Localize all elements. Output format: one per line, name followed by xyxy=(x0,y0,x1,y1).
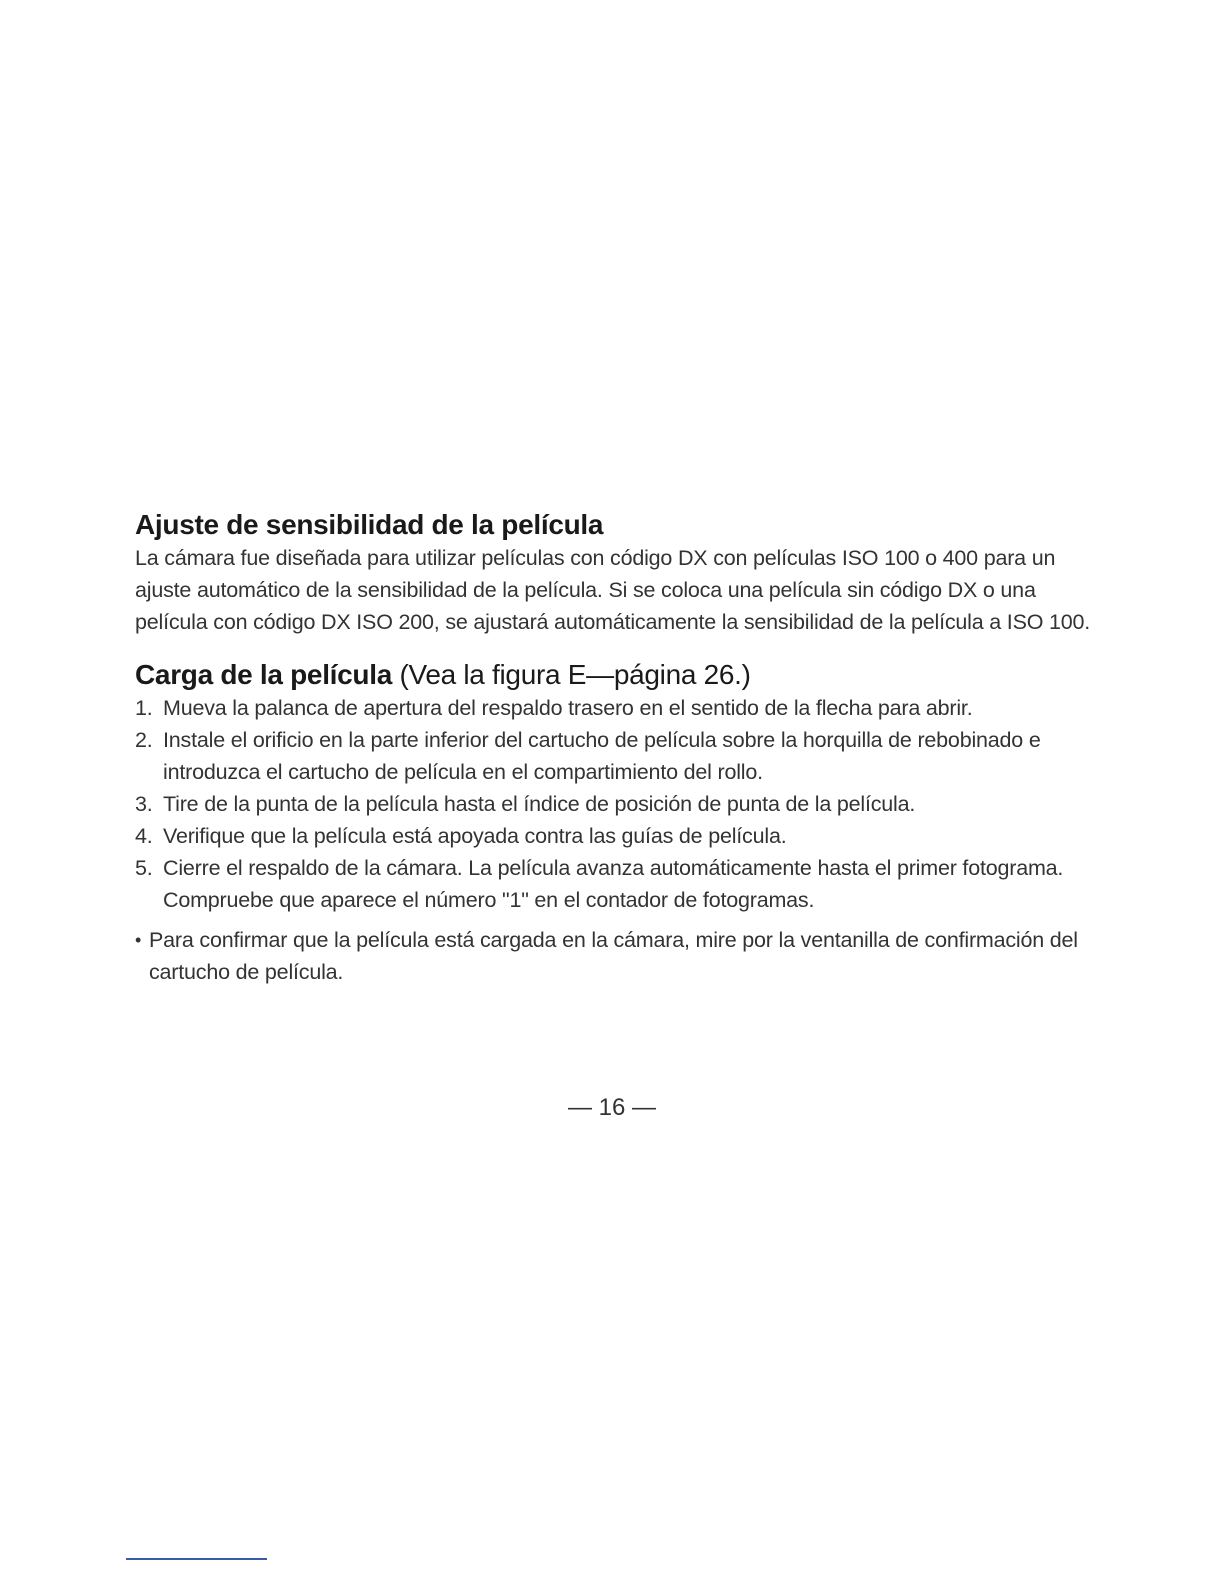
list-item xyxy=(135,692,1110,724)
step-number: 2. xyxy=(135,728,153,752)
loading-steps-list xyxy=(135,692,1110,916)
step-number: 5. xyxy=(135,856,153,880)
step-text: Verifique que la película está apoyada contra las guías de película. xyxy=(163,824,787,848)
step-text: Tire de la punta de la película hasta el índice de posición de punta de la película. xyxy=(163,792,916,816)
step-number: 4. xyxy=(135,824,153,848)
step-text: Instale el orificio en la parte inferior del cartucho de película sobre la horquilla de rebobinado e introduzca el cartucho de película en el compartimiento del rollo. xyxy=(163,728,1041,784)
page-number: — 16 — xyxy=(567,1094,657,1121)
list-item xyxy=(135,820,1110,852)
figure-reference: (Vea la figura E—página 26.) xyxy=(399,659,751,690)
note-text: Para confirmar que la película está cargada en la cámara, mire por la ventanilla de confirmación del cartucho de película. xyxy=(149,928,1078,984)
step-number: 1. xyxy=(135,696,153,720)
list-item xyxy=(135,788,1110,820)
section-title: Ajuste de sensibilidad de la película xyxy=(135,509,604,540)
list-item xyxy=(135,852,1110,916)
section-heading-film-loading xyxy=(135,658,1110,692)
section-paragraph: La cámara fue diseñada para utilizar películas con código DX con películas ISO 100 o 400 para un ajuste automático de la sensibilidad de la película. Si se coloca una película sin código DX o una película con código DX ISO 200, se ajustará automáticamente la sensibilidad de la película a ISO 100. xyxy=(135,546,1091,634)
list-item xyxy=(135,724,1110,788)
section-heading-film-sensitivity xyxy=(135,508,1110,542)
manual-page-content xyxy=(135,508,1110,988)
step-text: Cierre el respaldo de la cámara. La película avanza automáticamente hasta el primer fotograma. Compruebe que aparece el número "1" en el contador de fotogramas. xyxy=(163,856,1064,912)
step-text: Mueva la palanca de apertura del respaldo trasero en el sentido de la flecha para abrir. xyxy=(163,696,973,720)
bullet-icon: • xyxy=(135,930,142,950)
bottom-divider xyxy=(126,1558,267,1560)
step-number: 3. xyxy=(135,792,153,816)
bullet-note xyxy=(135,924,1110,988)
section-title: Carga de la película xyxy=(135,659,392,690)
